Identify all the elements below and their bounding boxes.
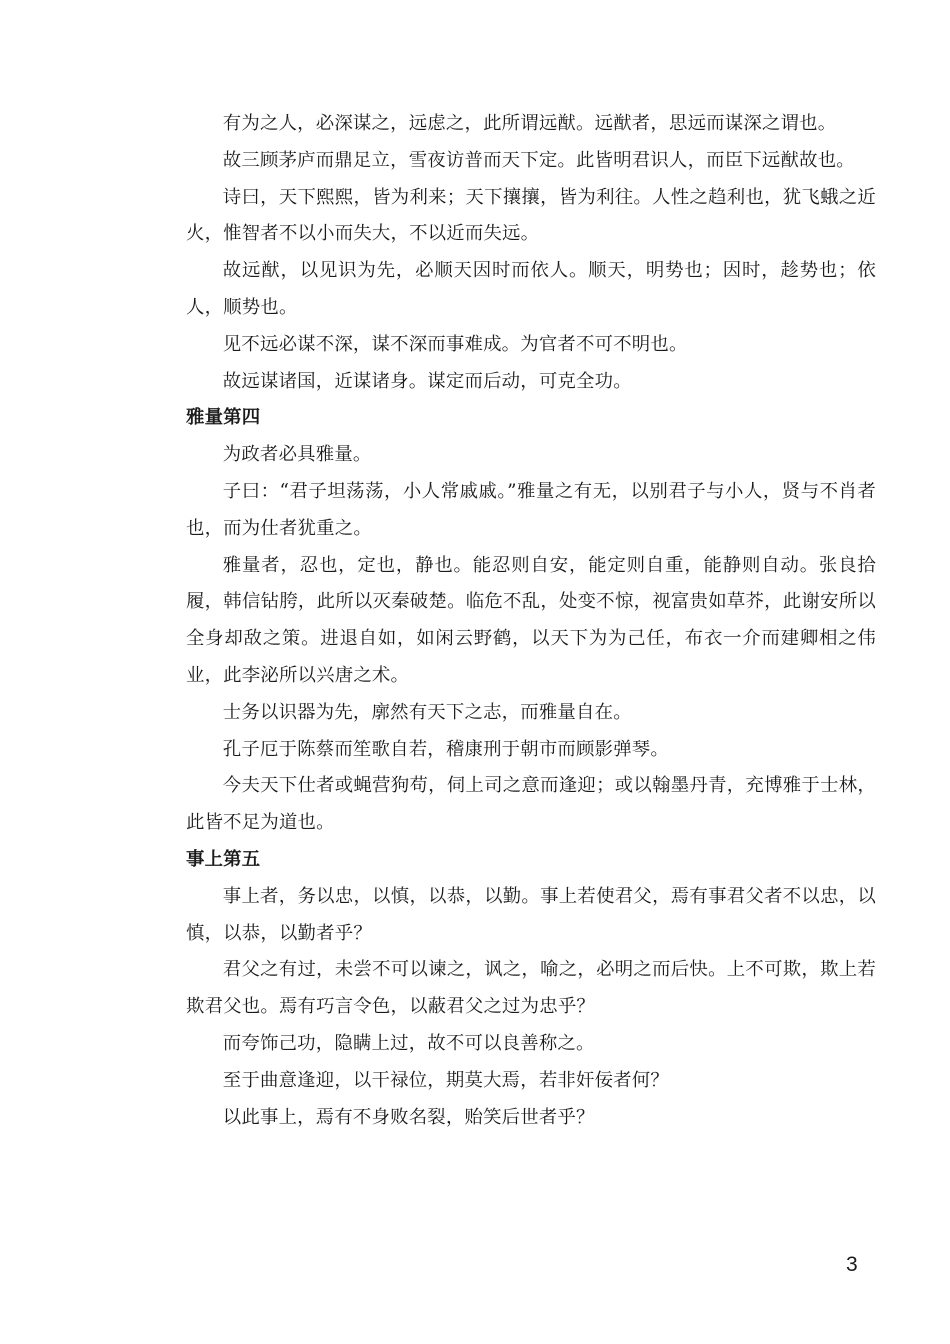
paragraph: 故远猷，以见识为先，必顺天因时而依人。顺天，明势也；因时，趁势也；依人，顺势也。 xyxy=(186,260,876,318)
paragraph: 子曰：“君子坦荡荡，小人常戚戚。”雅量之有无，以别君子与小人，贤与不肖者也，而为仕者犹重之。 xyxy=(186,480,876,539)
paragraph: 而夸饰己功，隐瞒上过，故不可以良善称之。 xyxy=(222,1032,595,1054)
paragraph: 今夫天下仕者或蝇营狗苟，伺上司之意而逢迎；或以翰墨丹青，充博雅于士林，此皆不足为道也。 xyxy=(186,775,876,834)
page-number: 3 xyxy=(846,1253,858,1276)
paragraph: 孔子厄于陈蔡而笙歌自若，稽康刑于朝市而顾影弹琴。 xyxy=(222,738,669,760)
paragraph: 故三顾茅庐而鼎足立，雪夜访普而天下定。此皆明君识人，而臣下远猷故也。 xyxy=(222,149,855,171)
page-body xyxy=(186,106,876,1136)
paragraph: 以此事上，焉有不身败名裂，贻笑后世者乎？ xyxy=(222,1106,595,1128)
paragraph: 君父之有过，未尝不可以谏之，讽之，喻之，必明之而后快。上不可欺，欺上若欺君父也。焉有巧言令色，以蔽君父之过为忠乎？ xyxy=(186,959,876,1018)
section-heading: 事上第五 xyxy=(186,848,261,870)
paragraph: 见不远必谋不深，谋不深而事难成。为官者不可不明也。 xyxy=(222,333,688,355)
paragraph: 雅量者，忍也，定也，静也。能忍则自安，能定则自重，能静则自动。张良拾履，韩信钻胯，此所以灭秦破楚。临危不乱，处变不惊，视富贵如草芥，此谢安所以全身却敌之策。进退自如，如闲云野鹤，以天下为为己任，布衣一介而建卿相之伟业，此李泌所以兴唐之术。 xyxy=(186,554,876,686)
paragraph: 事上者，务以忠，以慎，以恭，以勤。事上若使君父，焉有事君父者不以忠，以慎，以恭，以勤者乎？ xyxy=(186,885,876,944)
paragraph: 有为之人，必深谋之，远虑之，此所谓远猷。远猷者，思远而谋深之谓也。 xyxy=(222,113,837,134)
section-heading: 雅量第四 xyxy=(186,407,261,429)
paragraph: 士务以识器为先，廓然有天下之志，而雅量自在。 xyxy=(222,701,632,723)
paragraph: 诗曰，天下熙熙，皆为利来；天下攘攘，皆为利往。人性之趋利也，犹飞蛾之近火，惟智者不以小而失大，不以近而失远。 xyxy=(186,186,876,245)
paragraph: 为政者必具雅量。 xyxy=(222,444,372,466)
paragraph: 故远谋诸国，近谋诸身。谋定而后动，可克全功。 xyxy=(222,370,632,392)
paragraph: 至于曲意逢迎，以干禄位，期莫大焉，若非奸佞者何？ xyxy=(222,1069,669,1091)
